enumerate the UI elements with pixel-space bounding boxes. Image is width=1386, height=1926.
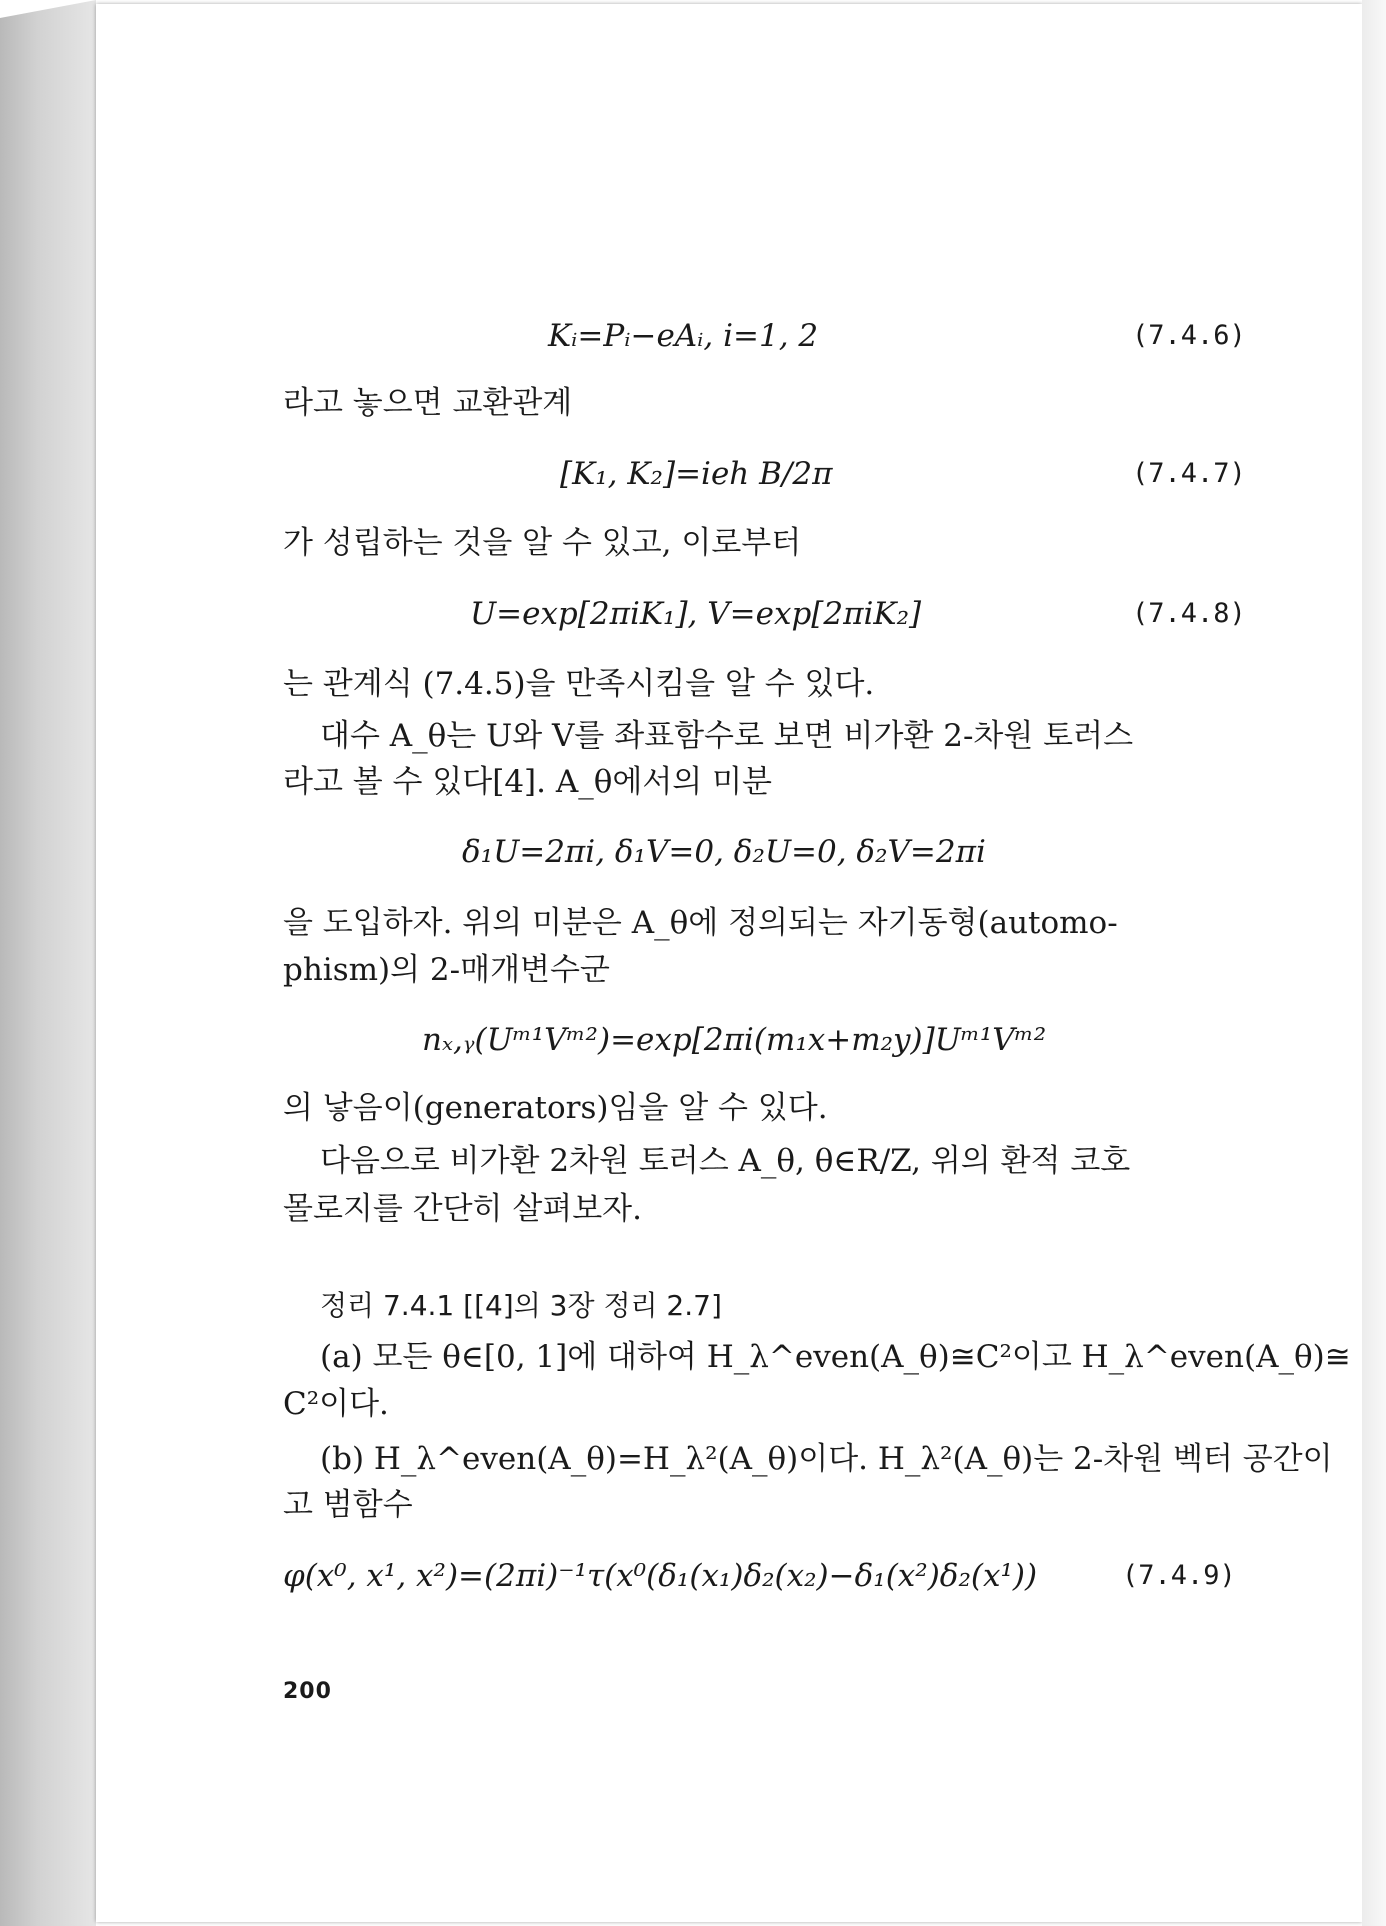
- equation-number-7-4-9: (7.4.9): [1122, 1560, 1236, 1591]
- theorem-part-b-line-2: 고 범함수: [283, 1487, 413, 1523]
- page-number: 200: [283, 1679, 332, 1704]
- text-line-1: 라고 놓으면 교환관계: [283, 385, 573, 421]
- theorem-part-b-line-1: (b) H_λ^even(A_θ)=H_λ²(A_θ)이다. H_λ²(A_θ)는 2-차원 벡터 공간이: [320, 1441, 1333, 1477]
- equation-action: nₓ,ᵧ(Uᵐ¹Vᵐ²)=exp[2πi(m₁x+m₂y)]Uᵐ¹Vᵐ²: [422, 1022, 1047, 1058]
- text-line-5: 라고 볼 수 있다[4]. A_θ에서의 미분: [283, 764, 772, 800]
- book-spine: [0, 0, 96, 1926]
- text-line-7: phism)의 2-매개변수군: [283, 952, 610, 988]
- equation-7-4-7: [K₁, K₂]=ieh B/2π: [560, 456, 833, 492]
- text-line-6: 을 도입하자. 위의 미분은 A_θ에 정의되는 자기동형(automo-: [283, 905, 1118, 941]
- theorem-heading: 정리 7.4.1 [[4]의 3장 정리 2.7]: [320, 1289, 722, 1322]
- text-line-2: 가 성립하는 것을 알 수 있고, 이로부터: [283, 525, 802, 561]
- equation-7-4-9: φ(x⁰, x¹, x²)=(2πi)⁻¹τ(x⁰(δ₁(x₁)δ₂(x₂)−δ₁(x²)δ₂(x¹)): [283, 1558, 1038, 1594]
- text-line-4: 대수 A_θ는 U와 V를 좌표함수로 보면 비가환 2-차원 토러스: [320, 718, 1134, 754]
- equation-7-4-6: Kᵢ=Pᵢ−eAᵢ, i=1, 2: [548, 318, 819, 354]
- spine-top-edge: [0, 0, 96, 18]
- text-line-8: 의 낳음이(generators)임을 알 수 있다.: [283, 1090, 828, 1126]
- theorem-part-a-line-2: C²이다.: [283, 1386, 389, 1422]
- equation-derivations: δ₁U=2πi, δ₁V=0, δ₂U=0, δ₂V=2πi: [462, 834, 986, 870]
- page-right-edge: [1362, 0, 1386, 1926]
- text-line-9: 다음으로 비가환 2차원 토러스 A_θ, θ∈R/Z, 위의 환적 코호: [320, 1143, 1131, 1179]
- theorem-part-a-line-1: (a) 모든 θ∈[0, 1]에 대하여 H_λ^even(A_θ)≅C²이고 H_λ^even(A_θ)≅: [320, 1339, 1351, 1375]
- equation-7-4-8: U=exp[2πiK₁], V=exp[2πiK₂]: [470, 596, 922, 632]
- equation-number-7-4-7: (7.4.7): [1132, 458, 1246, 489]
- text-line-10: 몰로지를 간단히 살펴보자.: [283, 1191, 642, 1227]
- equation-number-7-4-6: (7.4.6): [1132, 320, 1246, 351]
- equation-number-7-4-8: (7.4.8): [1132, 598, 1246, 629]
- text-line-3: 는 관계식 (7.4.5)을 만족시킴을 알 수 있다.: [283, 666, 875, 702]
